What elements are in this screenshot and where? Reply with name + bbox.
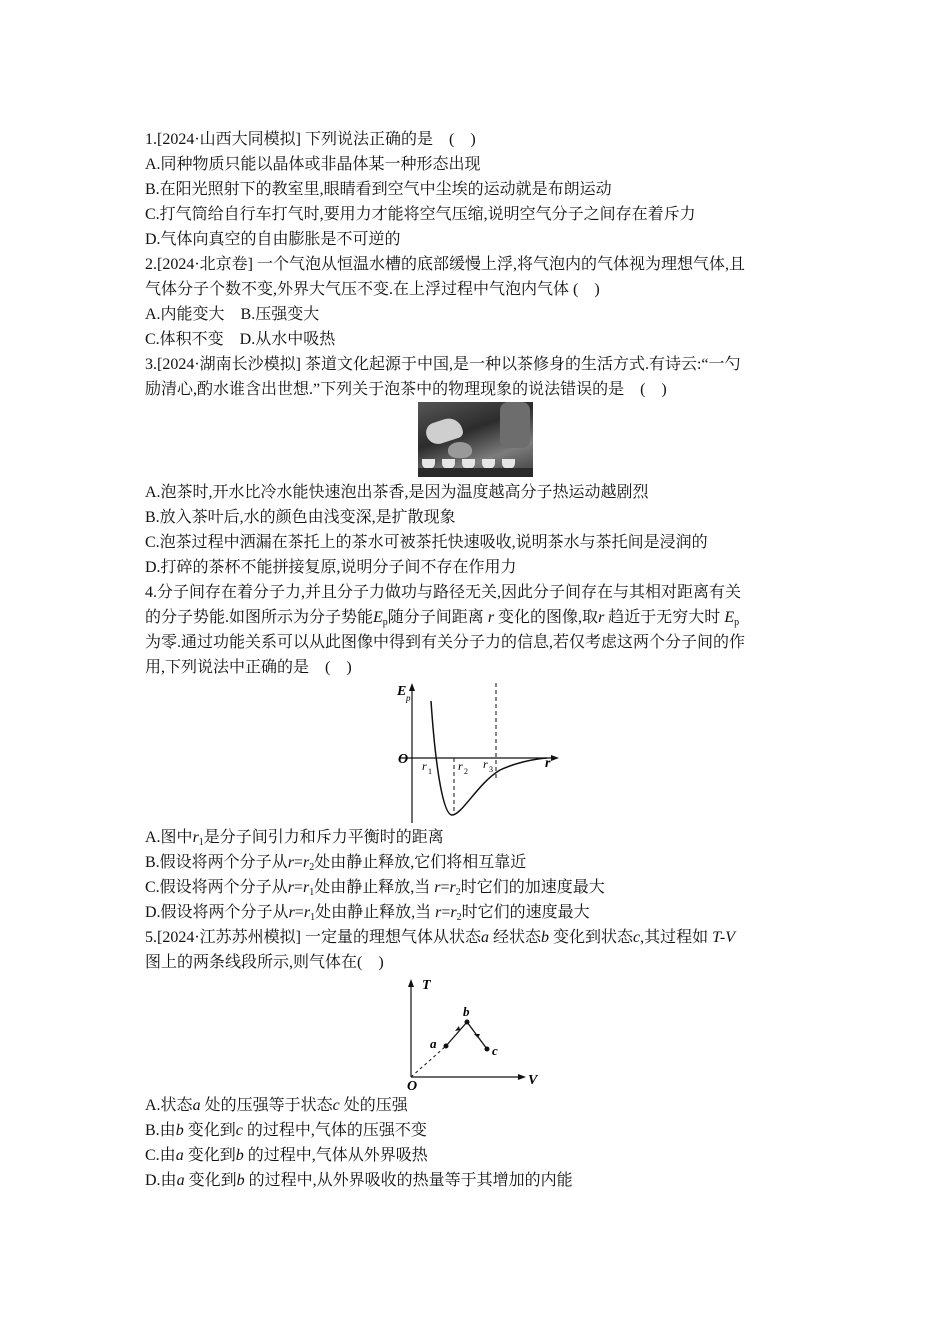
state-b-point <box>465 1020 470 1025</box>
ep-label-sub: p <box>406 693 411 703</box>
question-1-option-d: D.气体向真空的自由膨胀是不可逆的 <box>145 231 401 248</box>
r3-sub: 3 <box>489 765 493 774</box>
question-3-option-d: D.打碎的茶杯不能拼接复原,说明分子间不存在作用力 <box>145 559 517 576</box>
potential-energy-graph <box>145 680 815 825</box>
origin-label: O <box>398 752 409 767</box>
question-4 <box>145 580 815 925</box>
ep-axis-arrow <box>409 683 415 691</box>
t-axis-label: T <box>422 978 431 993</box>
question-4-option-c: C.假设将两个分子从$r=r_1$处由静止释放,当 $r=r_2$时它们的加速度最大 <box>145 879 605 898</box>
question-2-options-cd: C.体积不变 D.从水中吸热 <box>145 331 336 348</box>
question-4-option-d: D.假设将两个分子从$r=r_1$处由静止释放,当 $r=r_2$时它们的速度最大 <box>145 904 590 923</box>
tea-ceremony-photo <box>418 402 533 477</box>
question-4-option-b: B.假设将两个分子从$r=r_2$处由静止释放,它们将相互靠近 <box>145 854 527 873</box>
question-5-option-c: C.由a 变化到b 的过程中,气体从外界吸热 <box>145 1147 428 1164</box>
question-3 <box>145 352 815 580</box>
extension-dashed-line <box>411 1046 446 1077</box>
ep-label: E <box>397 684 407 699</box>
question-3-option-a: A.泡茶时,开水比冷水能快速泡出茶香,是因为温度越高分子热运动越剧烈 <box>145 484 649 501</box>
r2-sub: 2 <box>464 767 468 776</box>
question-1-option-b: B.在阳光照射下的教室里,眼睛看到空气中尘埃的运动就是布朗运动 <box>145 181 612 198</box>
question-5-option-a: A.状态a 处的压强等于状态c 处的压强 <box>145 1097 408 1114</box>
state-c-point <box>485 1047 490 1052</box>
question-2-stem-line-1: 2.[2024·北京卷] 一个气泡从恒温水槽的底部缓慢上浮,将气泡内的气体视为理想气体,且 <box>145 256 745 273</box>
question-5-option-d: D.由a 变化到b 的过程中,从外界吸收的热量等于其增加的内能 <box>145 1172 573 1189</box>
exercise-page <box>145 127 815 1193</box>
r2-label: r <box>458 759 463 773</box>
question-5-stem-line-1: 5.[2024·江苏苏州模拟] 一定量的理想气体从状态a 经状态b 变化到状态c,其过程如 T-V <box>145 929 735 946</box>
question-1 <box>145 127 815 252</box>
state-a-label: a <box>430 1036 437 1051</box>
r1-label: r <box>422 759 427 773</box>
r3-label: r <box>483 757 488 771</box>
question-5-option-b: B.由b 变化到c 的过程中,气体的压强不变 <box>145 1122 427 1139</box>
question-1-option-a: A.同种物质只能以晶体或非晶体某一种形态出现 <box>145 156 481 173</box>
v-axis-arrow <box>518 1074 526 1080</box>
state-c-label: c <box>492 1043 498 1058</box>
r-axis-label: r <box>545 756 551 771</box>
question-1-stem: 1.[2024·山西大同模拟] 下列说法正确的是 ( ) <box>145 131 476 148</box>
question-2-options-ab: A.内能变大 B.压强变大 <box>145 306 320 323</box>
question-2 <box>145 252 815 352</box>
r1-sub: 1 <box>428 767 432 776</box>
question-3-stem-line-2: 励清心,酌水谁含出世想.”下列关于泡茶中的物理现象的说法错误的是 ( ) <box>145 381 667 398</box>
question-4-stem-line-4: 用,下列说法中正确的是 ( ) <box>145 659 352 676</box>
question-1-option-c: C.打气筒给自行车打气时,要用力才能将空气压缩,说明空气分子之间存在着斥力 <box>145 206 696 223</box>
question-4-option-a: A.图中$r_1$是分子间引力和斥力平衡时的距离 <box>145 829 444 848</box>
state-b-label: b <box>463 1004 470 1019</box>
question-3-option-c: C.泡茶过程中洒漏在茶托上的茶水可被茶托快速吸收,说明茶水与茶托间是浸润的 <box>145 534 708 551</box>
question-2-stem-line-2: 气体分子个数不变,外界大气压不变.在上浮过程中气泡内气体 ( ) <box>145 281 600 298</box>
question-3-stem-line-1: 3.[2024·湖南长沙模拟] 茶道文化起源于中国,是一种以茶修身的生活方式.有诗云:“一勺 <box>145 356 741 373</box>
r-axis-arrow <box>551 755 559 761</box>
tv-graph <box>145 975 815 1093</box>
question-3-option-b: B.放入茶叶后,水的颜色由浅变深,是扩散现象 <box>145 509 456 526</box>
question-5-stem-line-2: 图上的两条线段所示,则气体在( ) <box>145 954 384 971</box>
v-axis-label: V <box>528 1073 538 1088</box>
question-5 <box>145 925 815 1193</box>
question-4-stem-line-2: 的分子势能.如图所示为分子势能$E_p$随分子间距离 r 变化的图像,取r 趋近于无穷大时 $E_p$ <box>145 609 740 628</box>
origin-label: O <box>407 1079 418 1093</box>
segment-ab <box>446 1022 467 1046</box>
question-4-stem-line-1: 4.分子间存在着分子力,并且分子力做功与路径无关,因此分子间存在与其相对距离有关 <box>145 584 742 601</box>
state-a-point <box>444 1044 449 1049</box>
t-axis-arrow <box>408 979 414 987</box>
question-4-stem-line-3: 为零.通过功能关系可以从此图像中得到有关分子力的信息,若仅考虑这两个分子间的作 <box>145 634 746 651</box>
